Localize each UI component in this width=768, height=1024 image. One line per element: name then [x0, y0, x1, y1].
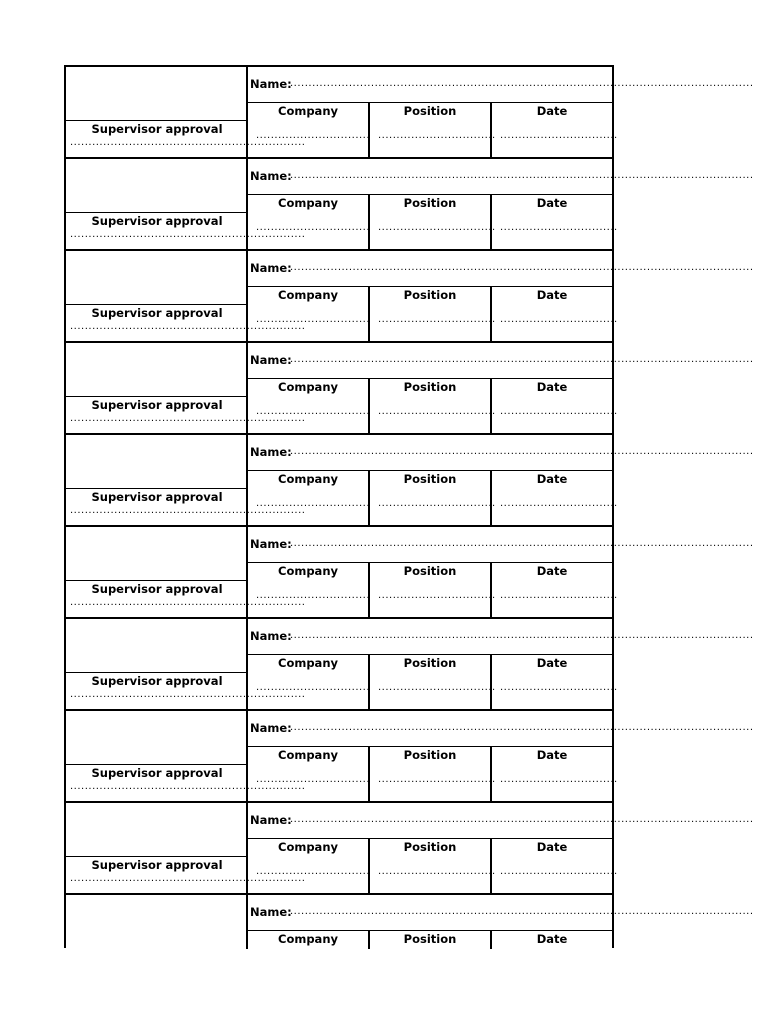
- supervisor-approval-label: Supervisor approval: [91, 674, 223, 688]
- signature-box[interactable]: [66, 711, 248, 765]
- supervisor-approval-cell: [66, 857, 306, 895]
- company-field[interactable]: ...............................: [256, 866, 371, 877]
- position-field[interactable]: ................................: [378, 222, 496, 233]
- position-field[interactable]: ................................: [378, 682, 496, 693]
- name-field[interactable]: ..............................................................................................................................: [290, 722, 754, 733]
- form-record: [66, 711, 754, 803]
- supervisor-approval-cell: [66, 397, 306, 435]
- position-header: Position: [403, 564, 457, 578]
- signature-box[interactable]: [66, 159, 248, 213]
- name-row: [248, 435, 754, 471]
- name-row: [248, 895, 754, 931]
- date-cell: [492, 747, 618, 803]
- signature-box[interactable]: [66, 895, 248, 949]
- supervisor-approval-label: Supervisor approval: [91, 582, 223, 596]
- name-label: Name:: [250, 169, 292, 183]
- date-field[interactable]: ................................: [500, 682, 618, 693]
- company-field[interactable]: ...............................: [256, 682, 371, 693]
- position-field[interactable]: ................................: [378, 774, 496, 785]
- form-record: [66, 527, 754, 619]
- position-header: Position: [403, 196, 457, 210]
- name-field[interactable]: ..............................................................................................................................: [290, 906, 754, 917]
- position-cell: [370, 471, 496, 527]
- name-label: Name:: [250, 905, 292, 919]
- date-field[interactable]: ................................: [500, 498, 618, 509]
- company-field[interactable]: ...............................: [256, 130, 371, 141]
- form-record: [66, 895, 754, 949]
- company-header: Company: [278, 380, 338, 394]
- date-header: Date: [536, 196, 568, 210]
- name-label: Name:: [250, 353, 292, 367]
- date-header: Date: [536, 748, 568, 762]
- signature-box[interactable]: [66, 527, 248, 581]
- form-record: [66, 435, 754, 527]
- signature-box[interactable]: [66, 251, 248, 305]
- supervisor-approval-label: Supervisor approval: [91, 306, 223, 320]
- company-header: Company: [278, 196, 338, 210]
- name-label: Name:: [250, 721, 292, 735]
- name-field[interactable]: ..............................................................................................................................: [290, 78, 754, 89]
- company-cell: [248, 195, 370, 251]
- date-header: Date: [536, 840, 568, 854]
- company-cell: [248, 563, 370, 619]
- position-cell: [370, 563, 496, 619]
- company-header: Company: [278, 748, 338, 762]
- company-field[interactable]: ...............................: [256, 590, 371, 601]
- name-field[interactable]: ..............................................................................................................................: [290, 446, 754, 457]
- company-header: Company: [278, 932, 338, 946]
- date-field[interactable]: ................................: [500, 406, 618, 417]
- name-row: [248, 711, 754, 747]
- form-record: [66, 251, 754, 343]
- position-header: Position: [403, 472, 457, 486]
- name-field[interactable]: ..............................................................................................................................: [290, 170, 754, 181]
- supervisor-approval-cell: [66, 121, 306, 159]
- position-cell: [370, 287, 496, 343]
- supervisor-approval-label: Supervisor approval: [91, 214, 223, 228]
- company-field[interactable]: ...............................: [256, 498, 371, 509]
- form-record: [66, 619, 754, 711]
- date-header: Date: [536, 104, 568, 118]
- date-cell: [492, 379, 618, 435]
- date-field[interactable]: ................................: [500, 590, 618, 601]
- company-header: Company: [278, 656, 338, 670]
- position-field[interactable]: ................................: [378, 406, 496, 417]
- signature-box[interactable]: [66, 619, 248, 673]
- name-field[interactable]: ..............................................................................................................................: [290, 814, 754, 825]
- position-field[interactable]: ................................: [378, 590, 496, 601]
- company-cell: [248, 655, 370, 711]
- position-header: Position: [403, 104, 457, 118]
- company-header: Company: [278, 840, 338, 854]
- supervisor-approval-label: Supervisor approval: [91, 122, 223, 136]
- supervisor-approval-label: Supervisor approval: [91, 490, 223, 504]
- date-header: Date: [536, 564, 568, 578]
- name-row: [248, 343, 754, 379]
- name-label: Name:: [250, 445, 292, 459]
- date-header: Date: [536, 472, 568, 486]
- supervisor-approval-field[interactable]: ................................................................: [70, 505, 306, 516]
- supervisor-approval-field[interactable]: ................................................................: [70, 873, 306, 884]
- supervisor-approval-cell: [66, 213, 306, 251]
- name-label: Name:: [250, 261, 292, 275]
- position-header: Position: [403, 656, 457, 670]
- date-cell: [492, 287, 618, 343]
- date-header: Date: [536, 656, 568, 670]
- date-cell: [492, 563, 618, 619]
- company-cell: [248, 839, 370, 895]
- supervisor-approval-label: Supervisor approval: [91, 398, 223, 412]
- date-field[interactable]: ................................: [500, 774, 618, 785]
- signature-box[interactable]: [66, 803, 248, 857]
- date-cell: [492, 471, 618, 527]
- name-row: [248, 67, 754, 103]
- supervisor-approval-label: Supervisor approval: [91, 858, 223, 872]
- position-header: Position: [403, 748, 457, 762]
- date-header: Date: [536, 288, 568, 302]
- position-header: Position: [403, 840, 457, 854]
- company-cell: [248, 931, 370, 949]
- date-header: Date: [536, 380, 568, 394]
- supervisor-approval-cell: [66, 489, 306, 527]
- company-cell: [248, 103, 370, 159]
- name-field[interactable]: ..............................................................................................................................: [290, 538, 754, 549]
- supervisor-approval-cell: [66, 581, 306, 619]
- name-label: Name:: [250, 77, 292, 91]
- position-cell: [370, 839, 496, 895]
- name-row: [248, 619, 754, 655]
- position-field[interactable]: ................................: [378, 314, 496, 325]
- position-cell: [370, 103, 496, 159]
- date-cell: [492, 839, 618, 895]
- company-cell: [248, 379, 370, 435]
- position-cell: [370, 747, 496, 803]
- company-field[interactable]: ...............................: [256, 222, 371, 233]
- name-row: [248, 251, 754, 287]
- supervisor-approval-field[interactable]: ................................................................: [70, 781, 306, 792]
- date-cell: [492, 195, 618, 251]
- form-record: [66, 803, 754, 895]
- supervisor-approval-field[interactable]: ................................................................: [70, 321, 306, 332]
- name-label: Name:: [250, 813, 292, 827]
- date-cell: [492, 103, 618, 159]
- supervisor-approval-field[interactable]: ................................................................: [70, 413, 306, 424]
- position-header: Position: [403, 288, 457, 302]
- date-header: Date: [536, 932, 568, 946]
- supervisor-approval-field[interactable]: ................................................................: [70, 229, 306, 240]
- name-field[interactable]: ..............................................................................................................................: [290, 630, 754, 641]
- supervisor-approval-field[interactable]: ................................................................: [70, 597, 306, 608]
- position-field[interactable]: ................................: [378, 866, 496, 877]
- company-cell: [248, 471, 370, 527]
- date-cell: [492, 931, 612, 949]
- form-record: [66, 159, 754, 251]
- position-field[interactable]: ................................: [378, 498, 496, 509]
- position-cell: [370, 931, 492, 949]
- date-cell: [492, 655, 618, 711]
- supervisor-approval-field[interactable]: ................................................................: [70, 137, 306, 148]
- company-field[interactable]: ...............................: [256, 314, 371, 325]
- form-record: [66, 343, 754, 435]
- name-label: Name:: [250, 537, 292, 551]
- name-field[interactable]: ..............................................................................................................................: [290, 354, 754, 365]
- date-field[interactable]: ................................: [500, 866, 618, 877]
- name-label: Name:: [250, 629, 292, 643]
- supervisor-approval-field[interactable]: ................................................................: [70, 689, 306, 700]
- form-record: [66, 67, 754, 159]
- name-row: [248, 803, 754, 839]
- supervisor-approval-cell: [66, 765, 306, 803]
- company-cell: [248, 287, 370, 343]
- company-header: Company: [278, 104, 338, 118]
- supervisor-approval-cell: [66, 673, 306, 711]
- name-field[interactable]: ..............................................................................................................................: [290, 262, 754, 273]
- signoff-form: [64, 65, 754, 948]
- company-header: Company: [278, 564, 338, 578]
- position-cell: [370, 655, 496, 711]
- name-row: [248, 527, 754, 563]
- company-field[interactable]: ...............................: [256, 774, 371, 785]
- date-field[interactable]: ................................: [500, 130, 618, 141]
- signature-box[interactable]: [66, 67, 248, 121]
- date-field[interactable]: ................................: [500, 314, 618, 325]
- company-header: Company: [278, 472, 338, 486]
- supervisor-approval-cell: [66, 305, 306, 343]
- position-cell: [370, 195, 496, 251]
- signature-box[interactable]: [66, 343, 248, 397]
- position-cell: [370, 379, 496, 435]
- position-header: Position: [403, 932, 457, 946]
- supervisor-approval-label: Supervisor approval: [91, 766, 223, 780]
- signature-box[interactable]: [66, 435, 248, 489]
- date-field[interactable]: ................................: [500, 222, 618, 233]
- company-cell: [248, 747, 370, 803]
- position-field[interactable]: ................................: [378, 130, 496, 141]
- name-row: [248, 159, 754, 195]
- company-field[interactable]: ...............................: [256, 406, 371, 417]
- position-header: Position: [403, 380, 457, 394]
- company-header: Company: [278, 288, 338, 302]
